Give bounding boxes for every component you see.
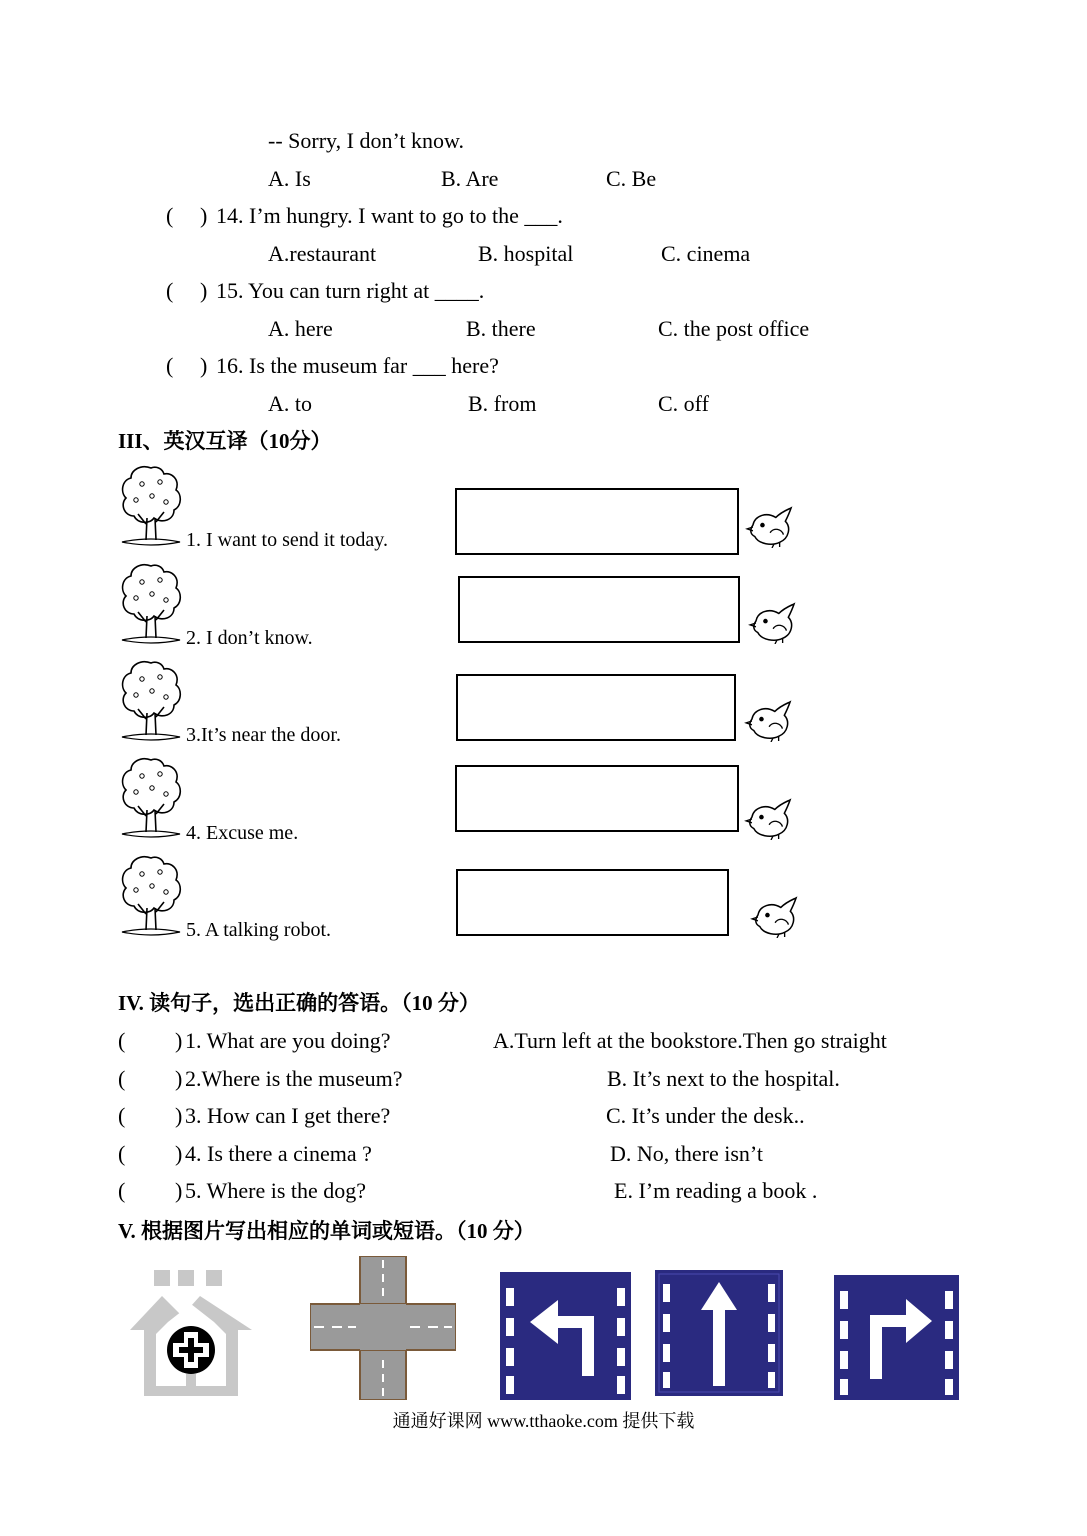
match-question-5: 5. Where is the dog?: [185, 1178, 367, 1203]
bird-icon: [744, 700, 798, 742]
answer-paren-close: ): [175, 1178, 183, 1203]
match-question-3: 3. How can I get there?: [185, 1103, 391, 1128]
turn-left-sign-icon: [500, 1272, 631, 1400]
answer-paren-open: (: [118, 1178, 126, 1203]
answer-paren-close: ): [175, 1141, 183, 1166]
answer-box-4[interactable]: [455, 765, 739, 832]
q15-option-c: C. the post office: [658, 316, 810, 341]
q13-option-b: B. Are: [441, 166, 499, 191]
answer-paren-close: ): [200, 353, 208, 378]
tree-icon: [116, 752, 186, 842]
answer-box-1[interactable]: [455, 488, 739, 555]
q14-option-c: C. cinema: [661, 241, 751, 266]
bird-icon: [750, 896, 804, 938]
answer-paren-open: (: [166, 203, 174, 228]
match-question-1: 1. What are you doing?: [185, 1028, 391, 1053]
translate-item-3: 3.It’s near the door.: [186, 724, 341, 746]
tree-icon: [116, 655, 186, 745]
answer-box-5[interactable]: [456, 869, 729, 936]
answer-paren-close: ): [200, 203, 208, 228]
q14-option-a: A.restaurant: [268, 241, 377, 266]
answer-paren-open: (: [118, 1028, 126, 1053]
answer-box-3[interactable]: [456, 674, 736, 741]
answer-paren-close: ): [175, 1066, 183, 1091]
question-16: 16. Is the museum far ___ here?: [216, 353, 499, 378]
tree-icon: [116, 460, 186, 550]
turn-right-sign-icon: [834, 1275, 959, 1400]
match-answer-e: E. I’m reading a book .: [614, 1178, 818, 1203]
match-question-2: 2.Where is the museum?: [185, 1066, 403, 1091]
match-question-4: 4. Is there a cinema ?: [185, 1141, 372, 1166]
q14-option-b: B. hospital: [478, 241, 574, 266]
section-3-title: III、英汉互译（10分）: [118, 429, 332, 453]
answer-paren-close: ): [175, 1103, 183, 1128]
tree-icon: [116, 558, 186, 648]
q16-option-b: B. from: [468, 391, 537, 416]
match-answer-a: A.Turn left at the bookstore.Then go straight: [493, 1028, 887, 1053]
translate-item-4: 4. Excuse me.: [186, 822, 299, 844]
answer-box-2[interactable]: [458, 576, 740, 643]
bird-icon: [748, 602, 802, 644]
q13-reply: -- Sorry, I don’t know.: [268, 128, 464, 153]
q16-option-c: C. off: [658, 391, 709, 416]
bird-icon: [745, 506, 799, 548]
q15-option-b: B. there: [466, 316, 536, 341]
q13-option-a: A. Is: [268, 166, 311, 191]
answer-paren-open: (: [118, 1066, 126, 1091]
match-answer-b: B. It’s next to the hospital.: [607, 1066, 840, 1091]
match-answer-d: D. No, there isn’t: [610, 1141, 763, 1166]
q16-option-a: A. to: [268, 391, 312, 416]
answer-paren-open: (: [166, 353, 174, 378]
answer-paren-close: ): [175, 1028, 183, 1053]
answer-paren-close: ): [200, 278, 208, 303]
q15-option-a: A. here: [268, 316, 333, 341]
bird-icon: [744, 798, 798, 840]
go-straight-sign-icon: [655, 1270, 783, 1396]
q13-option-c: C. Be: [606, 166, 657, 191]
match-answer-c: C. It’s under the desk..: [606, 1103, 805, 1128]
crossroads-icon: [310, 1256, 456, 1400]
section-5-title: V. 根据图片写出相应的单词或短语。（10 分）: [118, 1219, 535, 1243]
tree-icon: [116, 850, 186, 940]
translate-item-5: 5. A talking robot.: [186, 919, 331, 941]
hospital-icon: [126, 1268, 256, 1400]
translate-item-2: 2. I don’t know.: [186, 627, 313, 649]
answer-paren-open: (: [166, 278, 174, 303]
question-14: 14. I’m hungry. I want to go to the ___.: [216, 203, 563, 228]
translate-item-1: 1. I want to send it today.: [186, 529, 389, 551]
footer-download-notice: 通通好课网 www.tthaoke.com 提供下载: [392, 1411, 695, 1431]
answer-paren-open: (: [118, 1141, 126, 1166]
question-15: 15. You can turn right at ____.: [216, 278, 485, 303]
answer-paren-open: (: [118, 1103, 126, 1128]
section-4-title: IV. 读句子，选出正确的答语。（10 分）: [118, 991, 480, 1015]
